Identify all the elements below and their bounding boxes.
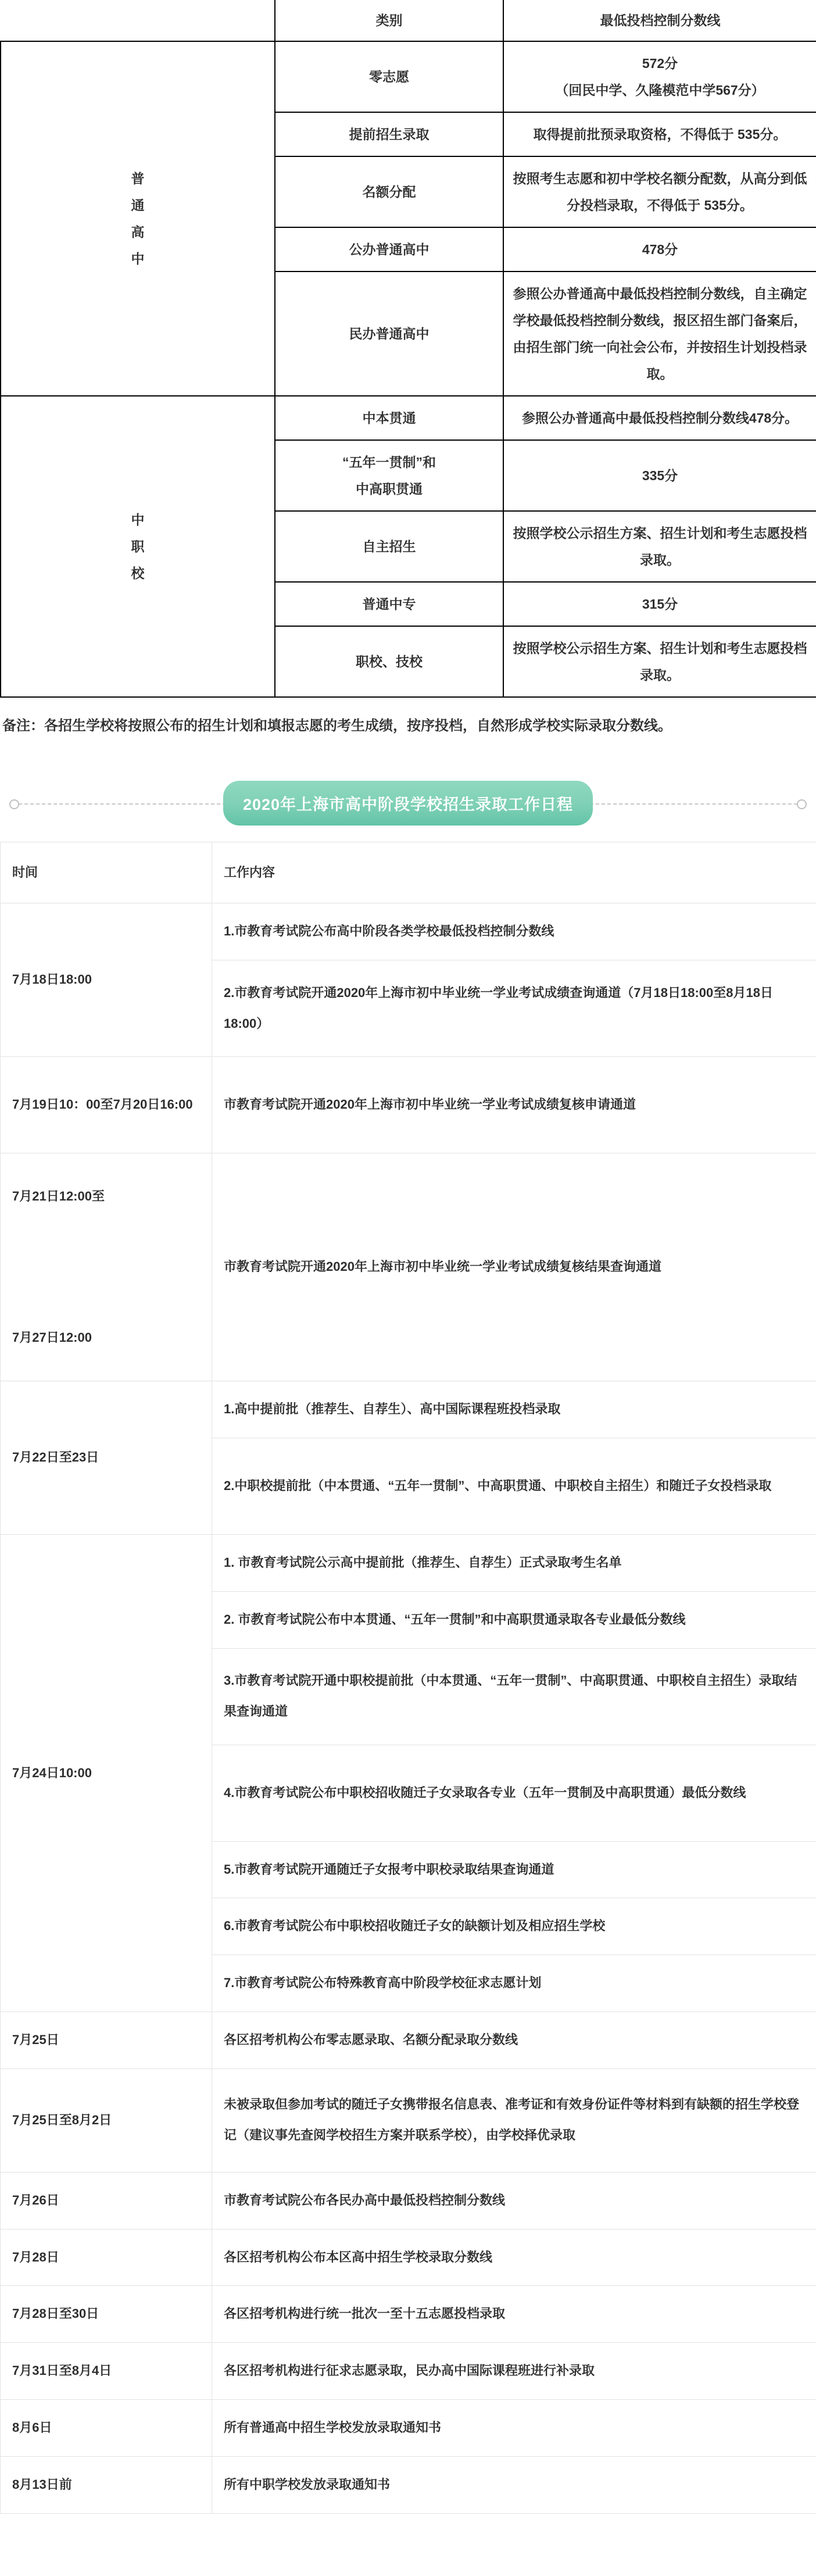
schedule-time: 7月25日 xyxy=(1,2012,212,2068)
schedule-item: 2. 市教育考试院公布中本贯通、“五年一贯制”和中高职贯通录取各专业最低分数线 xyxy=(212,1591,816,1648)
schedule-time: 7月28日至30日 xyxy=(1,2286,212,2343)
vertical-char: 职 xyxy=(131,539,145,554)
subcategory-label: 中本贯通 xyxy=(275,396,503,440)
group-label-vocational-school xyxy=(1,396,275,697)
score-line-table xyxy=(0,0,816,698)
schedule-table xyxy=(0,842,816,2514)
schedule-time: 7月19日10：00至7月20日16:00 xyxy=(1,1057,212,1153)
vertical-char: 中 xyxy=(131,251,145,266)
vertical-char: 高 xyxy=(131,224,145,240)
schedule-time: 7月31日至8月4日 xyxy=(1,2343,212,2400)
schedule-item: 4.市教育考试院公布中职校招收随迁子女录取各专业（五年一贯制及中高职贯通）最低分数线 xyxy=(212,1745,816,1841)
subcategory-label: 普通中专 xyxy=(275,582,503,626)
subcategory-line-2: 中高职贯通 xyxy=(356,481,423,496)
score-value: 478分 xyxy=(503,227,816,271)
schedule-item: 各区招考机构进行征求志愿录取，民办高中国际课程班进行补录取 xyxy=(212,2343,816,2400)
table-row xyxy=(1,1057,816,1153)
schedule-item: 市教育考试院开通2020年上海市初中毕业统一学业考试成绩复核申请通道 xyxy=(212,1057,816,1153)
table-row xyxy=(1,396,816,440)
subcategory-label: 名额分配 xyxy=(275,156,503,227)
schedule-time-line-2: 7月27日12:00 xyxy=(12,1330,92,1345)
table-row xyxy=(1,2229,816,2286)
schedule-time: 8月13日前 xyxy=(1,2456,212,2513)
schedule-item: 各区招考机构进行统一批次一至十五志愿投档录取 xyxy=(212,2286,816,2343)
schedule-item: 1. 市教育考试院公示高中提前批（推荐生、自荐生）正式录取考生名单 xyxy=(212,1534,816,1591)
table-row xyxy=(1,2456,816,2513)
header-score-line: 最低投档控制分数线 xyxy=(503,0,816,41)
schedule-time: 7月18日18:00 xyxy=(1,903,212,1057)
schedule-item: 各区招考机构公布零志愿录取、名额分配录取分数线 xyxy=(212,2012,816,2068)
schedule-time: 7月25日至8月2日 xyxy=(1,2068,212,2172)
subcategory-label: 职校、技校 xyxy=(275,626,503,697)
table-row xyxy=(1,1153,816,1381)
schedule-item: 所有中职学校发放录取通知书 xyxy=(212,2456,816,2513)
score-table-note: 备注：各招生学校将按照公布的招生计划和填报志愿的考生成绩，按序投档，自然形成学校实际录取分数线。 xyxy=(2,718,672,734)
score-value: 按照学校公示招生方案、招生计划和考生志愿投档录取。 xyxy=(503,511,816,582)
header-work: 工作内容 xyxy=(212,842,816,903)
score-main: 572分 xyxy=(642,56,678,71)
schedule-time: 7月22日至23日 xyxy=(1,1381,212,1535)
score-value: 参照公办普通高中最低投档控制分数线478分。 xyxy=(503,396,816,440)
score-note: （回民中学、久隆模范中学567分） xyxy=(555,83,765,98)
schedule-item: 1.高中提前批（推荐生、自荐生）、高中国际课程班投档录取 xyxy=(212,1381,816,1438)
header-category: 类别 xyxy=(275,0,503,41)
score-value: 335分 xyxy=(503,440,816,511)
table-row xyxy=(1,1534,816,1591)
table-row xyxy=(1,1381,816,1438)
subcategory-label: 民办普通高中 xyxy=(275,271,503,396)
table-row xyxy=(1,903,816,960)
schedule-item: 未被录取但参加考试的随迁子女携带报名信息表、准考证和有效身份证件等材料到有缺额的招生学校登记（建议事先查阅学校招生方案并联系学校），由学校择优录取 xyxy=(212,2068,816,2172)
schedule-item: 各区招考机构公布本区高中招生学校录取分数线 xyxy=(212,2229,816,2286)
subcategory-label xyxy=(275,440,503,511)
schedule-time xyxy=(1,1153,212,1381)
table-row xyxy=(1,2068,816,2172)
schedule-time: 8月6日 xyxy=(1,2399,212,2456)
group-label-general-highschool xyxy=(1,41,275,396)
score-value: 参照公办普通高中最低投档控制分数线，自主确定学校最低投档控制分数线，报区招生部门备案后，由招生部门统一向社会公布，并按招生计划投档录取。 xyxy=(503,271,816,396)
schedule-item: 3.市教育考试院开通中职校提前批（中本贯通、“五年一贯制”、中高职贯通、中职校自主招生）录取结果查询通道 xyxy=(212,1648,816,1745)
schedule-time: 7月28日 xyxy=(1,2229,212,2286)
subcategory-label: 提前招生录取 xyxy=(275,112,503,156)
vertical-char: 通 xyxy=(131,198,145,213)
score-table-header-row xyxy=(1,0,816,41)
schedule-item: 7.市教育考试院公布特殊教育高中阶段学校征求志愿计划 xyxy=(212,1955,816,2012)
table-row xyxy=(1,2343,816,2400)
schedule-item: 市教育考试院开通2020年上海市初中毕业统一学业考试成绩复核结果查询通道 xyxy=(212,1153,816,1381)
table-row xyxy=(1,2012,816,2068)
schedule-item: 5.市教育考试院开通随迁子女报考中职校录取结果查询通道 xyxy=(212,1841,816,1898)
vertical-char: 中 xyxy=(131,512,145,527)
header-blank-cell xyxy=(1,0,275,41)
schedule-time: 7月26日 xyxy=(1,2172,212,2229)
banner-title: 2020年上海市高中阶段学校招生录取工作日程 xyxy=(223,781,593,826)
score-value xyxy=(503,41,816,112)
schedule-item: 市教育考试院公布各民办高中最低投档控制分数线 xyxy=(212,2172,816,2229)
score-value: 取得提前批预录取资格，不得低于 535分。 xyxy=(503,112,816,156)
subcategory-line-1: “五年一贯制”和 xyxy=(342,455,436,470)
schedule-time-line-1: 7月21日12:00至 xyxy=(12,1188,105,1203)
table-row xyxy=(1,2399,816,2456)
schedule-time: 7月24日10:00 xyxy=(1,1534,212,2012)
table-row xyxy=(1,2286,816,2343)
schedule-item: 6.市教育考试院公布中职校招收随迁子女的缺额计划及相应招生学校 xyxy=(212,1898,816,1955)
banner-dot-left-icon xyxy=(9,799,19,809)
schedule-item: 2.市教育考试院开通2020年上海市初中毕业统一学业考试成绩查询通道（7月18日18:00至8月18日18:00） xyxy=(212,960,816,1057)
score-value: 按照考生志愿和初中学校名额分配数，从高分到低分投档录取，不得低于 535分。 xyxy=(503,156,816,227)
table-row xyxy=(1,41,816,112)
vertical-char: 校 xyxy=(131,566,145,581)
subcategory-label: 公办普通高中 xyxy=(275,227,503,271)
score-value: 315分 xyxy=(503,582,816,626)
banner-dot-right-icon xyxy=(797,799,807,809)
schedule-item: 所有普通高中招生学校发放录取通知书 xyxy=(212,2399,816,2456)
schedule-header-row xyxy=(1,842,816,903)
schedule-banner xyxy=(0,765,816,842)
table-row xyxy=(1,2172,816,2229)
header-time: 时间 xyxy=(1,842,212,903)
subcategory-label: 零志愿 xyxy=(275,41,503,112)
schedule-item: 1.市教育考试院公布高中阶段各类学校最低投档控制分数线 xyxy=(212,903,816,960)
score-value: 按照学校公示招生方案、招生计划和考生志愿投档录取。 xyxy=(503,626,816,697)
subcategory-label: 自主招生 xyxy=(275,511,503,582)
vertical-char: 普 xyxy=(131,171,145,186)
schedule-item: 2.中职校提前批（中本贯通、“五年一贯制”、中高职贯通、中职校自主招生）和随迁子女投档录取 xyxy=(212,1438,816,1534)
